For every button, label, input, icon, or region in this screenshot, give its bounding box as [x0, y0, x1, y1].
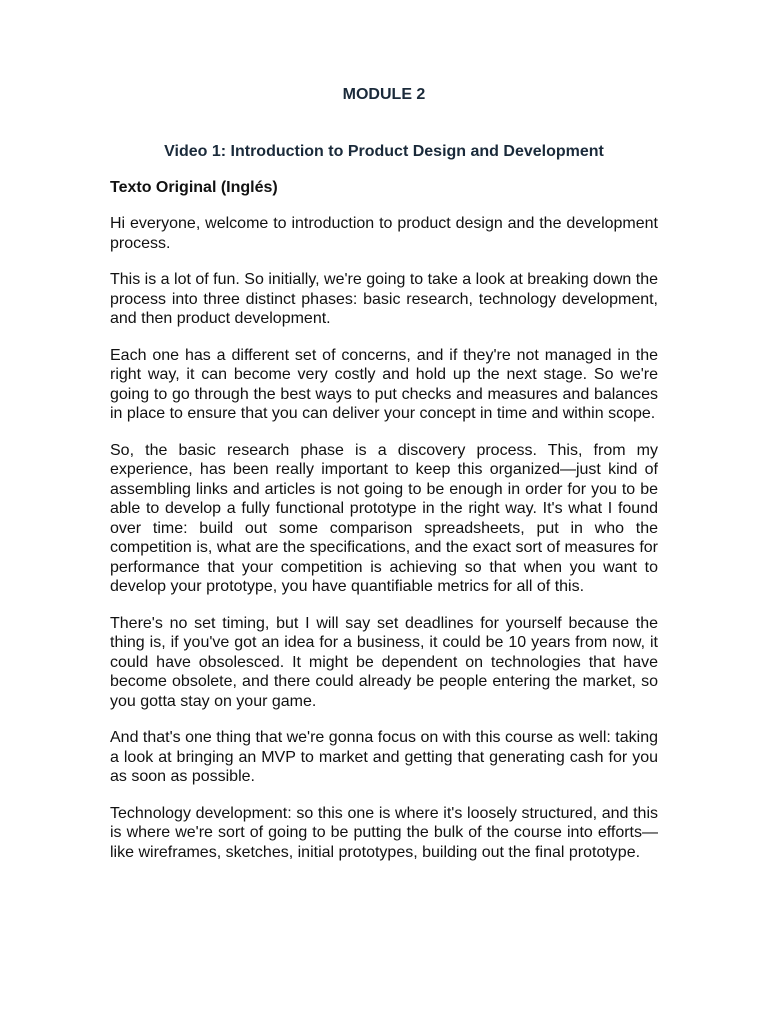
- module-title: MODULE 2: [342, 86, 426, 103]
- paragraph: This is a lot of fun. So initially, we're going to take a look at breaking down the process into three distinct phases: basic research, technology development, and then product development.: [110, 271, 658, 327]
- paragraph: Each one has a different set of concerns, and if they're not managed in the right way, it can become very costly and hold up the next stage. So we're going to go through the best ways to put checks and measures and balances in place to ensure that you can deliver your concept in time and within scope.: [110, 346, 658, 422]
- paragraph: And that's one thing that we're gonna focus on with this course as well: taking a look at bringing an MVP to market and getting that generating cash for you as soon as possible.: [110, 729, 658, 785]
- body-text: [110, 214, 658, 879]
- video-title: Video 1: Introduction to Product Design and Development: [164, 143, 604, 160]
- section-heading: Texto Original (Inglés): [110, 179, 278, 196]
- paragraph: There's no set timing, but I will say set deadlines for yourself because the thing is, if you've got an idea for a business, it could be 10 years from now, it could have obsolesced. It might be dependent on technologies that have become obsolete, and there could already be people entering the market, so you gotta stay on your game.: [110, 614, 658, 710]
- paragraph: Technology development: so this one is where it's loosely structured, and this is where we're sort of going to be putting the bulk of the course into efforts—like wireframes, sketches, initial prototypes, building out the final prototype.: [110, 804, 658, 861]
- paragraph: So, the basic research phase is a discovery process. This, from my experience, has been really important to keep this organized—just kind of assembling links and articles is not going to be enough in order for you to be able to develop a fully functional prototype in the right way. It's what I found over time: build out some comparison spreadsheets, put in who the competition is, what are the specifications, and the exact sort of measures for performance that your competition is achieving so that when you want to develop your prototype, you have quantifiable metrics for all of this.: [110, 441, 658, 595]
- paragraph: Hi everyone, welcome to introduction to product design and the development process.: [110, 215, 658, 252]
